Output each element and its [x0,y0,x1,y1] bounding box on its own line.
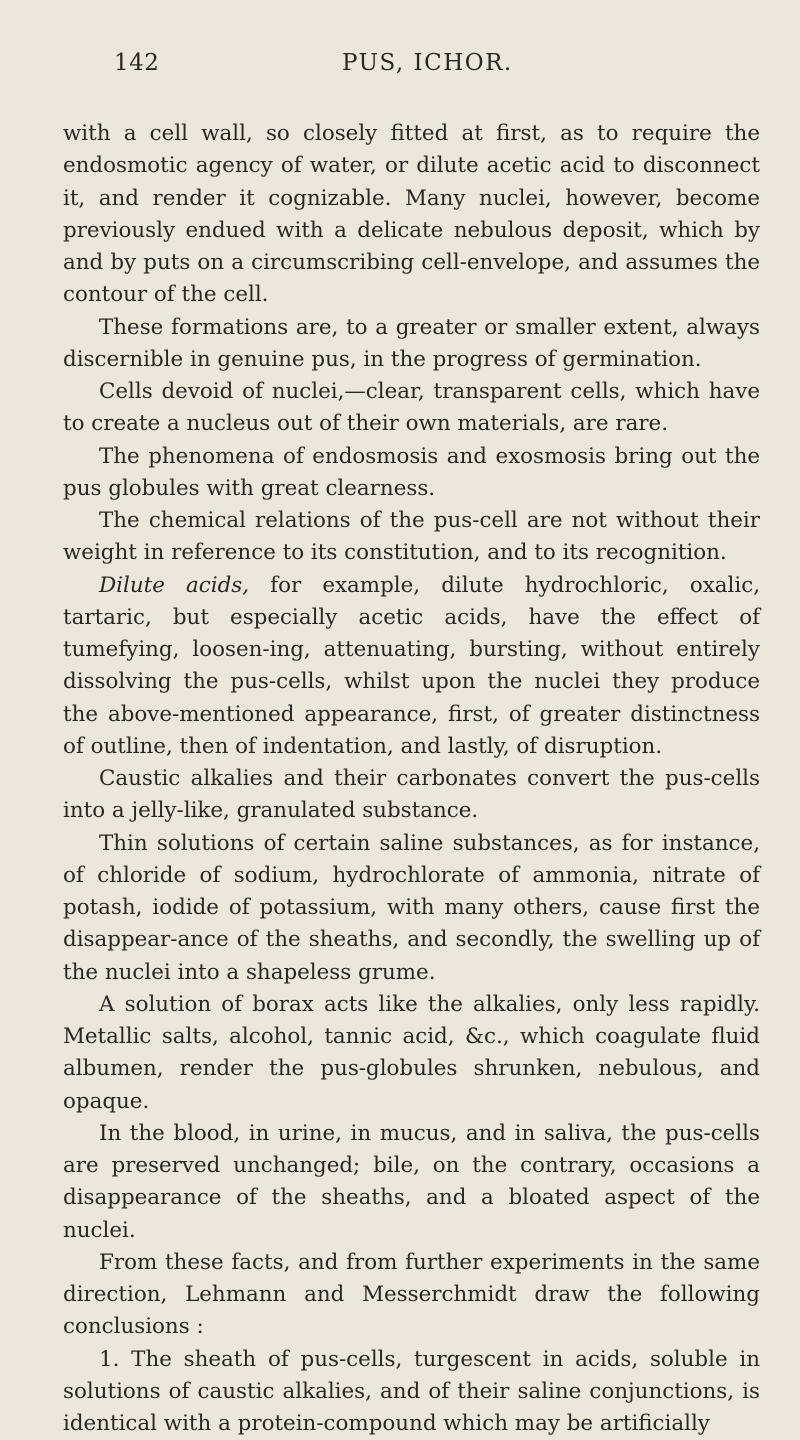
paragraph: From these facts, and from further experiments in the same direction, Lehmann and Messerchmidt draw the following conclusions : [63,1247,760,1344]
body-text [63,118,760,1440]
paragraph-text: for example, dilute hydrochloric, oxalic, tartaric, but especially acetic acids, have the effect of tumefying, loosen-ing, attenuating, bursting, without entirely dissolving the pus-cells, whilst upon the nuclei they produce the above-mentioned appearance, first, of greater distinctness of outline, then of indentation, and lastly, of disruption. [63,573,760,759]
paragraph: with a cell wall, so closely fitted at first, as to require the endosmotic agency of water, or dilute acetic acid to disconnect it, and render it cognizable. Many nuclei, however, become previously endued with a delicate nebulous deposit, which by and by puts on a circumscribing cell-envelope, and assumes the contour of the cell. [63,118,760,312]
paragraph: 1. The sheath of pus-cells, turgescent in acids, soluble in solutions of caustic alkalies, and of their saline conjunctions, is identical with a protein-compound which may be artificially [63,1344,760,1440]
paragraph: These formations are, to a greater or smaller extent, always discernible in genuine pus, in the progress of germination. [63,312,760,377]
paragraph [63,570,760,764]
paragraph: A solution of borax acts like the alkalies, only less rapidly. Metallic salts, alcohol, tannic acid, &c., which coagulate fluid albumen, render the pus-globules shrunken, nebulous, and opaque. [63,989,760,1118]
paragraph: In the blood, in urine, in mucus, and in saliva, the pus-cells are preserved unchanged; bile, on the contrary, occasions a disappearance of the sheaths, and a bloated aspect of the nuclei. [63,1118,760,1247]
running-title: PUS, ICHOR. [342,50,513,76]
paragraph: Cells devoid of nuclei,—clear, transparent cells, which have to create a nucleus out of their own materials, are rare. [63,376,760,441]
paragraph: The phenomena of endosmosis and exosmosis bring out the pus globules with great clearness. [63,441,760,506]
paragraph: Caustic alkalies and their carbonates convert the pus-cells into a jelly-like, granulated substance. [63,763,760,828]
page-number: 142 [114,50,159,76]
paragraph: Thin solutions of certain saline substances, as for instance, of chloride of sodium, hydrochlorate of ammonia, nitrate of potash, iodide of potassium, with many others, cause first the disappear-ance of the sheaths, and secondly, the swelling up of the nuclei into a shapeless grume. [63,828,760,989]
paragraph: The chemical relations of the pus-cell are not without their weight in reference to its constitution, and to its recognition. [63,505,760,570]
running-head [62,44,752,84]
italic-lead: Dilute acids, [99,573,249,598]
